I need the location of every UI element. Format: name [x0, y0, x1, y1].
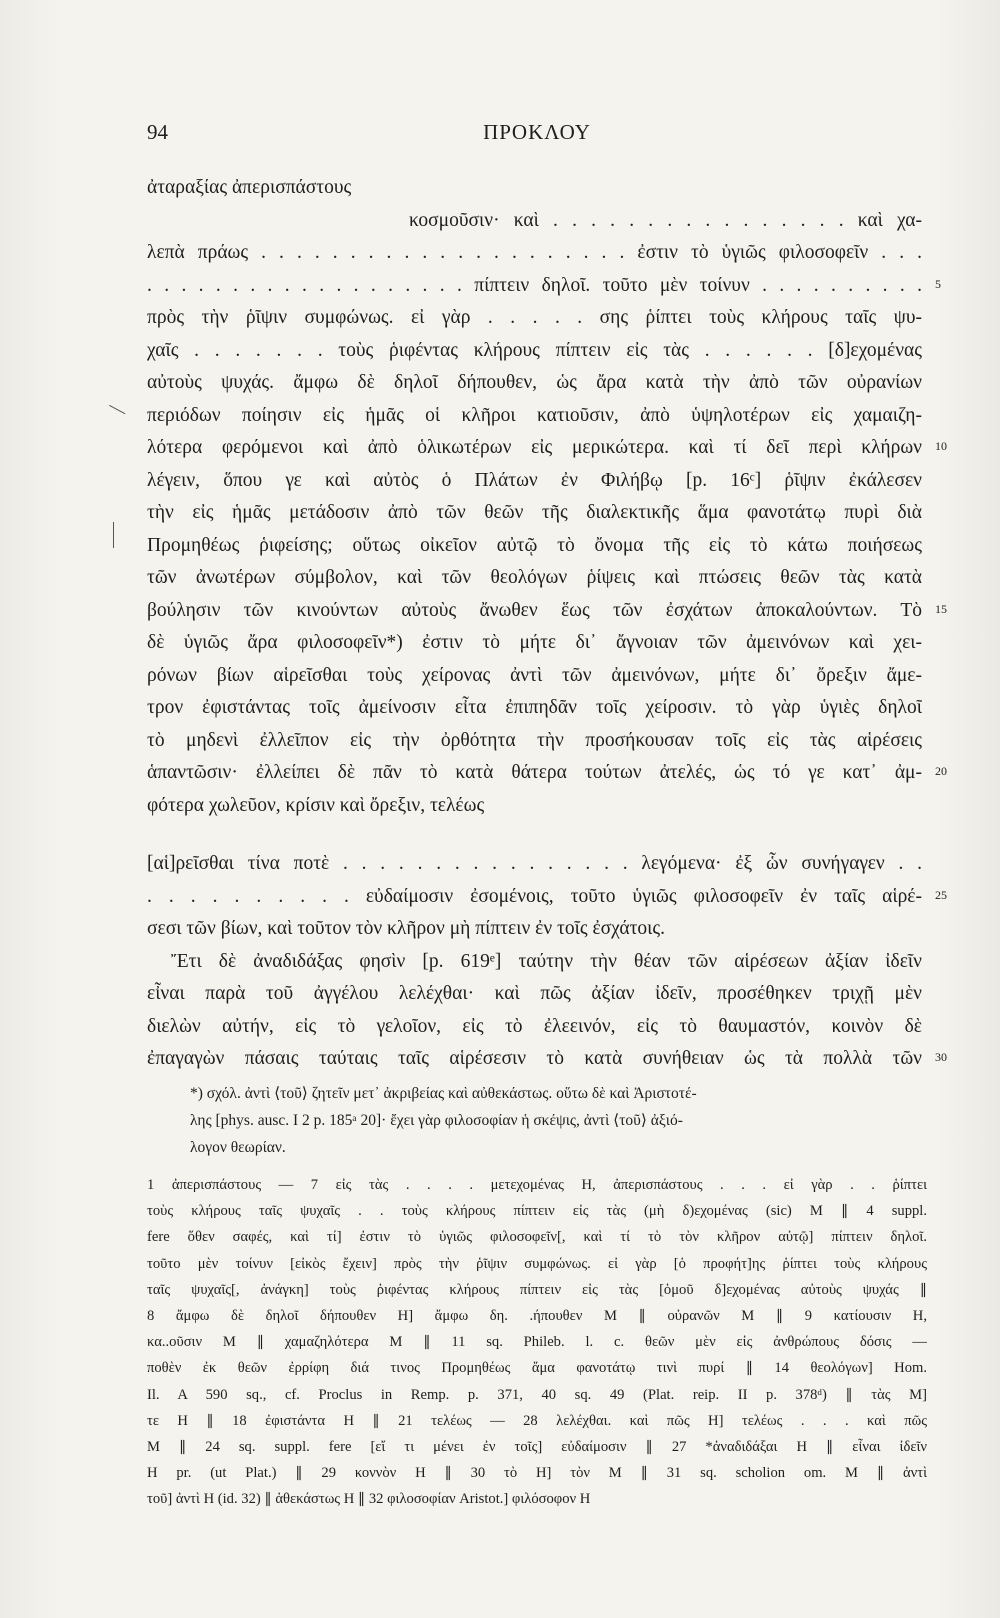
text-line-content: βούλησιν τῶν κινούντων αὐτοὺς ἄνωθεν ἕως τῶν ἐσχάτων ἀποκαλούντων. Τὸ [147, 599, 922, 621]
text-line-content: τὸ μηδενὶ ἐλλεῖπον εἰς τὴν ὀρθότητα τὴν προσήκουσαν τοῖς εἰς τὰς αἱρέσεις [147, 729, 922, 751]
text-line-content: ἁπαντῶσιν· ἐλλείπει δὲ πᾶν τὸ κατὰ θάτερα τούτων ἀτελές, ὡς τό γε κατ᾽ ἀμ- [147, 762, 922, 783]
text-line-content: λότερα φερόμενοι καὶ ἀπὸ ὁλικωτέρων εἰς μερικώτερα. καὶ τί δεῖ περὶ κλήρων [147, 437, 922, 458]
text-line-content: πρὸς τὴν ῥῖψιν συμφώνως. εἰ γὰρ . . . . . σης ῥίπτει τοὺς κλήρους ταῖς ψυ- [147, 307, 922, 328]
text-line [147, 237, 922, 270]
apparatus-line-content: τοῦτο μὲν τοίνυν [εἰκὸς ἔχειν] πρὸς τὴν ῥῖψιν συμφώνως. εἰ γὰρ [ὁ προφήτ]ης ῥίπτει τοὺς κλήρους [147, 1255, 927, 1272]
text-line [147, 367, 922, 400]
text-line [147, 205, 922, 238]
apparatus-line-content: κα..οῦσιν M ∥ χαμαζηλότερα M ∥ 11 sq. Phileb. l. c. θεῶν μὲν εἰς ἀνθρώπους δόσις — [147, 1334, 927, 1351]
line-number: 10 [935, 439, 947, 453]
apparatus-line-content: τοὺς κλήρους ταῖς ψυχαῖς . . τοὺς κλήρους πίπτειν εἰς τὰς (μὴ δ)εχομένας (sic) M ∥ 4 suppl. [147, 1203, 927, 1220]
apparatus-line-content: 1 ἀπερισπάστους — 7 εἰς τὰς . . . . μετεχομένας H, ἀπερισπάστους . . . εἰ γὰρ . . ῥίπτει [147, 1177, 927, 1193]
critical-apparatus [147, 1172, 927, 1512]
main-text [147, 172, 947, 1076]
text-line-content: αὐτοὺς ψυχάς. ἄμφω δὲ δηλοῖ δήπουθεν, ὡς ἄρα κατὰ τὴν ἀπὸ τῶν οὐρανίων [147, 372, 922, 393]
text-line [147, 465, 922, 498]
line-number: 30 [935, 1050, 947, 1064]
margin-bar [113, 522, 122, 548]
text-line-content: λεπὰ πράως . . . . . . . . . . . . . . . . . . . . . ἐστιν τὸ ὑγιῶς φιλοσοφεῖν . . . [147, 242, 922, 263]
text-line [147, 497, 922, 530]
text-line [147, 400, 922, 433]
apparatus-line [147, 1172, 927, 1198]
scholion-note [190, 1080, 925, 1161]
text-line [147, 172, 922, 205]
text-line [147, 757, 947, 790]
section-gap [147, 822, 922, 848]
apparatus-line-content: H pr. (ut Plat.) ∥ 29 κοννὸν H ∥ 30 τὸ H] τὸν M ∥ 31 sq. scholion om. M ∥ ἀντὶ [147, 1465, 927, 1482]
text-line [147, 660, 922, 693]
text-line-content: ρόνων βίων αἱρεῖσθαι τοὺς χείρονας ἀντὶ τῶν ἀμεινόνων, μήτε δι᾽ ὄρεξιν ἄμε- [147, 664, 922, 686]
text-line-content: . . . . . . . . . . εὐδαίμοσιν ἐσομένοις, τοῦτο ὑγιῶς φιλοσοφεῖν ἐν ταῖς αἱρέ- [147, 885, 922, 907]
line-number: 15 [935, 601, 947, 616]
text-line [147, 1043, 947, 1076]
margin-mark [101, 405, 126, 430]
apparatus-line [147, 1382, 927, 1408]
apparatus-line [147, 1329, 927, 1355]
line-number: 5 [935, 276, 941, 291]
scholion-line: λογον θεωρίαν. [190, 1139, 286, 1156]
text-line [147, 913, 922, 946]
text-line-content: κοσμοῦσιν· καὶ . . . . . . . . . . . . . . . . καὶ χα- [409, 209, 922, 231]
apparatus-line-content: M ∥ 24 sq. suppl. fere [εἴ τι μένει ἐν τοῖς] εὐδαίμοσιν ∥ 27 *ἀναδιδάξαι H ∥ εἶναι ἰδεῖν [147, 1438, 927, 1455]
text-line-content: τὴν εἰς ἡμᾶς μετάδοσιν ἀπὸ τῶν θεῶν τῆς διαλεκτικῆς ἅμα φανοτάτῳ πυρὶ διὰ [147, 502, 922, 523]
apparatus-line [147, 1486, 927, 1512]
text-line [147, 725, 922, 758]
apparatus-line [147, 1408, 927, 1434]
text-line [147, 270, 941, 303]
apparatus-line [147, 1224, 927, 1250]
text-line-content: περιόδων ποίησιν εἰς ἡμᾶς οἱ κλῆροι κατιοῦσιν, ἀπὸ ὑψηλοτέρων εἰς χαμαιζη- [147, 404, 922, 426]
text-line-content: ἐπαγαγὼν πάσαις ταύταις ταῖς αἱρέσεσιν τὸ κατὰ συνήθειαν ὡς τὰ πολλὰ τῶν [147, 1048, 922, 1069]
running-title: ΠΡΟΚΛΟΥ [483, 120, 591, 144]
text-line-content: φότερα χωλεῦον, κρίσιν καὶ ὄρεξιν, τελέως [147, 794, 485, 816]
text-line [147, 848, 922, 881]
text-line [147, 595, 947, 628]
apparatus-line-content: fere ὅθεν σαφές, καὶ τί] ἐστιν τὸ ὑγιῶς φιλοσοφεῖν[, καὶ τί τὸ τὸν κλῆρον αὐτῷ] πίπτειν δηλοῖ. [147, 1229, 927, 1246]
apparatus-line [147, 1434, 927, 1460]
text-line-content: σεσι τῶν βίων, καὶ τοῦτον τὸν κλῆρον μὴ πίπτειν ἐν τοῖς ἐσχάτοις. [147, 918, 666, 939]
text-line-content: χαῖς . . . . . . . τοὺς ῥιφέντας κλήρους πίπτειν εἰς τὰς . . . . . . [δ]εχομένας [147, 339, 922, 361]
apparatus-line-content: τοῦ] ἀντὶ H (id. 32) ∥ ἀθεκάστως H ∥ 32 φιλοσοφίαν Aristot.] φιλόσοφον H [147, 1491, 591, 1508]
text-line-content: τρον ἐφιστάντας τοῖς ἀμείνοσιν εἶτα ἐπιπηδᾶν τοῖς χείροσιν. τὸ γὰρ ὑγιὲς δηλοῖ [147, 697, 922, 718]
text-line [147, 946, 922, 979]
text-line-content: Ἔτι δὲ ἀναδιδάξας φησὶν [p. 619ᵉ] ταύτην τὴν θέαν τῶν αἱρέσεων ἀξίαν ἰδεῖν [171, 950, 922, 972]
page-number: 94 [147, 120, 168, 144]
apparatus-line-content: ταῖς ψυχαῖς[, ἀνάγκη] τοὺς ῥιφέντας κλήρους πίπτειν εἰς τὰς [ὁμοῦ δ]εχομένας αὐτοὺς ψυχάς ∥ [147, 1281, 927, 1298]
text-line [147, 562, 922, 595]
line-number: 20 [935, 764, 947, 778]
text-line-content: λέγειν, ὅπου γε καὶ αὐτὸς ὁ Πλάτων ἐν Φιλήβῳ [p. 16ᶜ] ῥῖψιν ἐκάλεσεν [147, 469, 922, 491]
text-line [147, 530, 922, 563]
line-number: 25 [935, 887, 947, 902]
text-line-content: διελὼν αὐτήν, εἰς τὸ γελοῖον, εἰς τὸ ἐλεεινόν, εἰς τὸ θαυμαστόν, κοινὸν δὲ [147, 1015, 922, 1037]
scholion-line: λης [phys. ausc. I 2 p. 185ᵃ 20]· ἔχει γὰρ φιλοσοφίαν ἡ σκέψις, ἀντὶ ⟨τοῦ⟩ ἀξιό- [190, 1112, 683, 1129]
text-line-content: ἀταραξίας ἀπερισπάστους [147, 177, 352, 198]
text-line-content: . . . . . . . . . . . . . . . . . . . πίπτειν δηλοῖ. τοῦτο μὲν τοίνυν . . . . . . . . . . [147, 274, 922, 296]
apparatus-line [147, 1198, 927, 1224]
apparatus-line-content: ποθὲν ἐκ θεῶν ἐρρίφη διά τινος Προμηθέως ἅμα φανοτάτῳ τινὶ πυρί ∥ 14 θεολόγων] Hom. [147, 1360, 927, 1377]
text-line-content: τῶν ἀνωτέρων σύμβολον, καὶ τῶν θεολόγων ῥίψεις καὶ πτώσεις θεῶν τὰς κατὰ [147, 567, 922, 588]
text-line [147, 432, 947, 465]
text-line-content: εἶναι παρὰ τοῦ ἀγγέλου λελέχθαι· καὶ πῶς ἀξίαν ἰδεῖν, προσέθηκεν τριχῇ μὲν [147, 983, 922, 1004]
text-line [147, 978, 922, 1011]
apparatus-line-content: Il. A 590 sq., cf. Proclus in Remp. p. 371, 40 sq. 49 (Plat. reip. II p. 378ᵈ) ∥ τὰς M] [147, 1386, 927, 1403]
text-line [147, 881, 947, 914]
text-line-content: Προμηθέως ῥιφείσης; οὕτως οἰκεῖον αὐτῷ τὸ ὄνομα τῆς εἰς τὸ κάτω ποιήσεως [147, 534, 922, 556]
apparatus-line [147, 1303, 927, 1329]
scholion-line: *) σχόλ. ἀντὶ ⟨τοῦ⟩ ζητεῖν μετ᾽ ἀκριβείας καὶ αὐθεκάστως. οὕτω δὲ καὶ Ἀριστοτέ- [190, 1085, 697, 1102]
text-line [147, 335, 922, 368]
apparatus-line [147, 1251, 927, 1277]
apparatus-line-content: τε H ∥ 18 ἐφιστάντα H ∥ 21 τελέως — 28 λελέχθαι. καὶ πῶς H] τελέως . . . καὶ πῶς [147, 1412, 927, 1429]
apparatus-line [147, 1355, 927, 1381]
text-line-content: [αἱ]ρεῖσθαι τίνα ποτὲ . . . . . . . . . . . . . . . . λεγόμενα· ἐξ ὧν συνήγαγεν . . [147, 853, 922, 874]
text-line [147, 1011, 922, 1044]
text-line-content: δὲ ὑγιῶς ἄρα φιλοσοφεῖν*) ἐστιν τὸ μήτε δι᾽ ἄγνοιαν τῶν ἀμεινόνων καὶ χει- [147, 632, 922, 653]
text-line [147, 790, 922, 823]
apparatus-line [147, 1460, 927, 1486]
apparatus-line-content: 8 ἄμφω δὲ δηλοῖ δήπουθεν H] ἄμφω δη. .ήπουθεν M ∥ οὐρανῶν M ∥ 9 κατίουσιν H, [147, 1307, 927, 1324]
text-line [147, 692, 922, 725]
text-line [147, 627, 922, 660]
text-line [147, 302, 922, 335]
apparatus-line [147, 1277, 927, 1303]
page-header [147, 120, 927, 154]
